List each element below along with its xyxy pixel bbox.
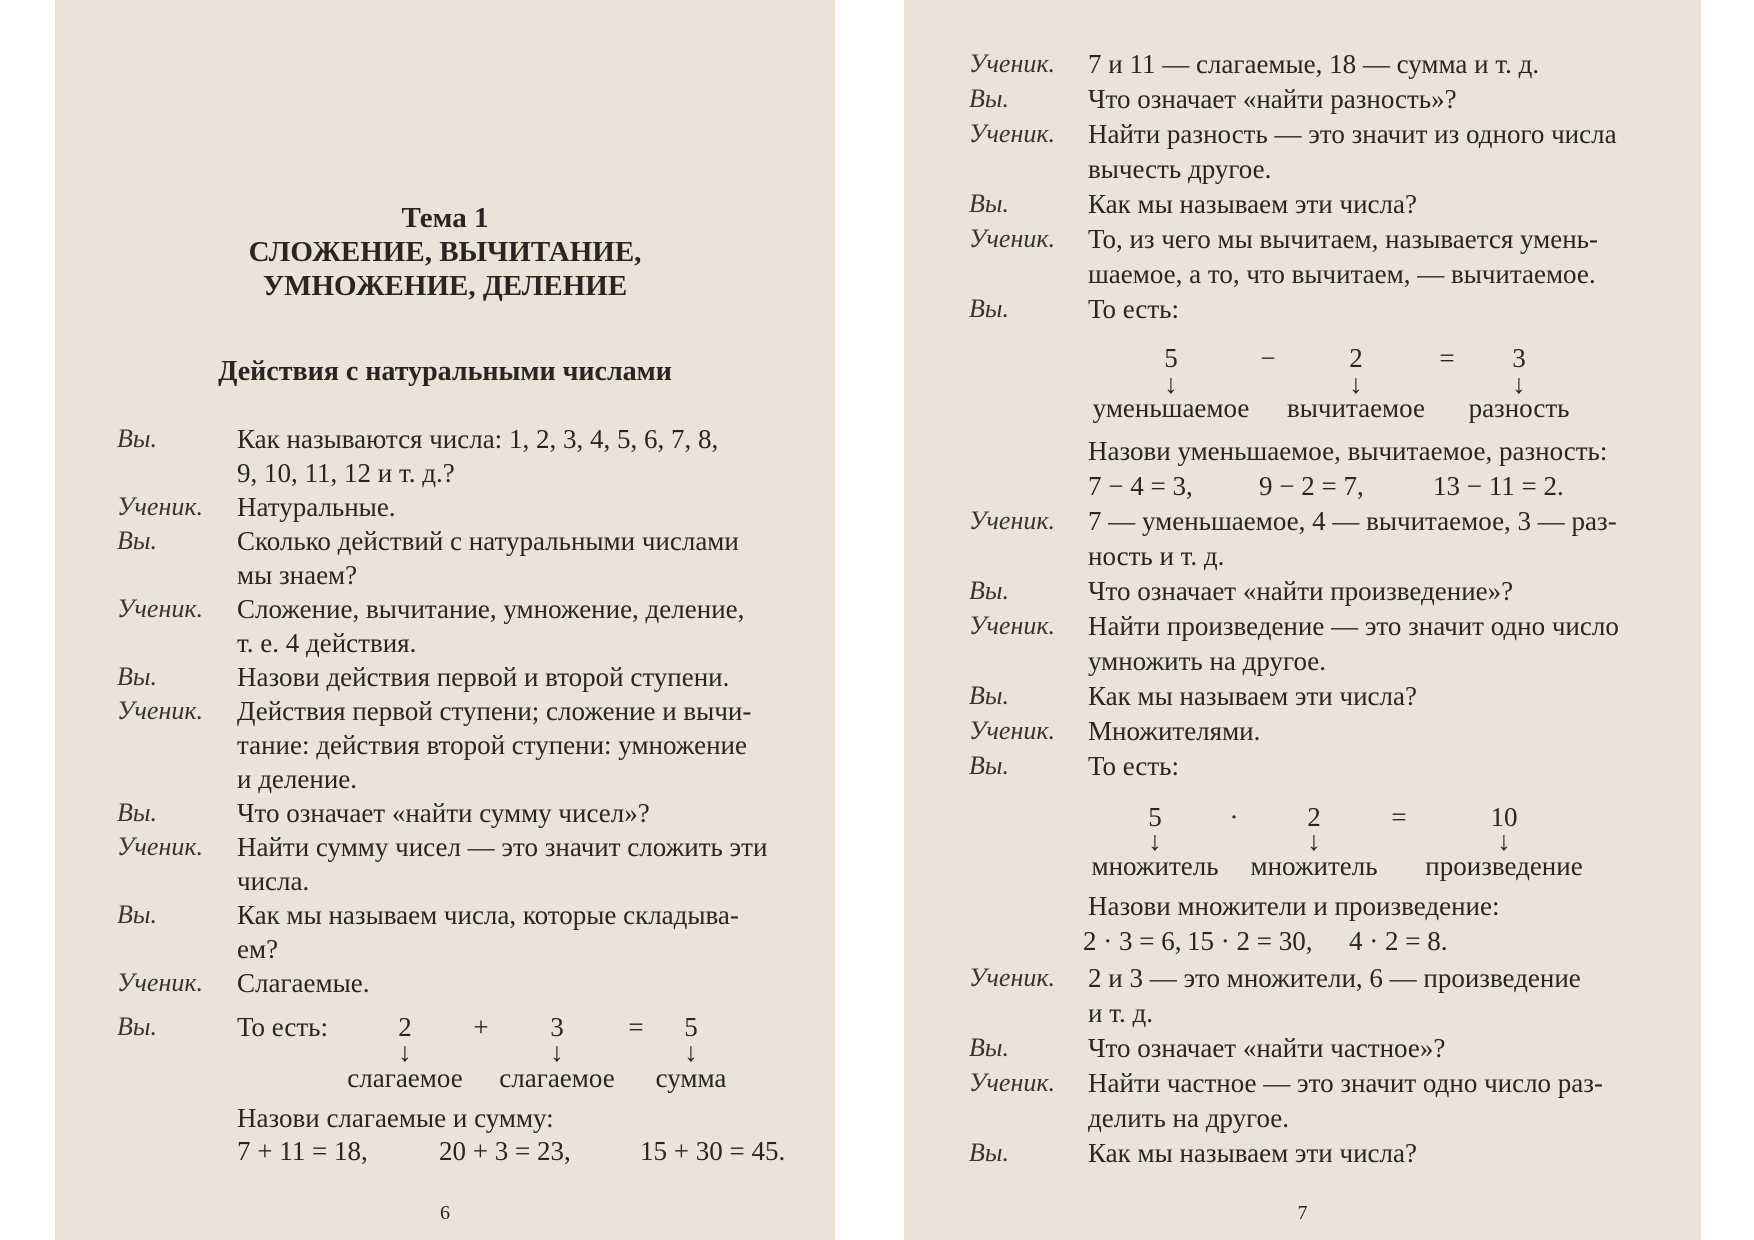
dialog-line: мы знаем? [237, 560, 358, 590]
dialog-line: 7 и 11 — слагаемые, 18 — сумма и т. д. [1088, 49, 1540, 79]
speaker-label: Ученик. [969, 1068, 1055, 1097]
dialog-line: Что означает «найти разность»? [1088, 84, 1457, 114]
down-arrow-icon: ↓ [1307, 826, 1321, 856]
dialog-line: 2 и 3 — это множители, 6 — произведение [1088, 963, 1581, 993]
dialog-line: Как мы называем эти числа? [1088, 681, 1417, 711]
speaker-label: Вы. [969, 294, 1009, 323]
speaker-label: Вы. [117, 424, 157, 453]
speaker-label: Вы. [117, 662, 157, 691]
term-label: вычитаемое [1287, 393, 1425, 423]
left-page [55, 0, 835, 1240]
down-arrow-icon: ↓ [550, 1037, 564, 1067]
dialog-line: Что означает «найти сумму чисел»? [237, 798, 650, 828]
dialog-line: Назови слагаемые и сумму: [237, 1103, 554, 1133]
dialog-line: Действия первой ступени; сложение и вычи- [237, 696, 752, 726]
equation: 15 + 30 = 45. [640, 1136, 786, 1166]
dialog-line: То есть: [1088, 294, 1179, 324]
page-number: 6 [440, 1202, 450, 1224]
dialog-line: Найти произведение — это значит одно число [1088, 611, 1619, 641]
equation: 7 − 4 = 3, [1088, 471, 1193, 501]
operator-symbol: = [1391, 802, 1407, 832]
speaker-label: Ученик. [117, 492, 203, 521]
down-arrow-icon: ↓ [398, 1037, 412, 1067]
diagram-term: 2 [1349, 343, 1363, 373]
topic-title-line-1: СЛОЖЕНИЕ, ВЫЧИТАНИЕ, [248, 236, 642, 268]
dialog-line: умножить на другое. [1088, 646, 1327, 676]
speaker-label: Вы. [117, 526, 157, 555]
right-page [904, 0, 1701, 1240]
speaker-label: Вы. [969, 1138, 1009, 1167]
diagram-term: 5 [684, 1012, 698, 1042]
speaker-label: Вы. [969, 1033, 1009, 1062]
equation: 4 · 2 = 8. [1349, 926, 1448, 956]
term-label: уменьшаемое [1092, 393, 1250, 423]
speaker-label: Вы. [117, 900, 157, 929]
diagram-term: 10 [1490, 802, 1518, 832]
operator-symbol: = [628, 1012, 644, 1042]
dialog-line: и деление. [237, 764, 358, 794]
down-arrow-icon: ↓ [1497, 826, 1511, 856]
dialog-line: Сложение, вычитание, умножение, деление, [237, 594, 745, 624]
speaker-label: Вы. [969, 84, 1009, 113]
down-arrow-icon: ↓ [684, 1037, 698, 1067]
dialog-line: Как мы называем числа, которые складыва- [237, 900, 739, 930]
term-label: сумма [655, 1063, 727, 1093]
equation: 9 − 2 = 7, [1259, 471, 1364, 501]
dialog-line: 7 — уменьшаемое, 4 — вычитаемое, 3 — раз- [1088, 506, 1617, 536]
dialog-line: Натуральные. [237, 492, 396, 522]
operator-symbol: + [473, 1012, 489, 1042]
term-label: множитель [1091, 851, 1219, 881]
down-arrow-icon: ↓ [1148, 826, 1162, 856]
speaker-label: Вы. [969, 576, 1009, 605]
speaker-label: Ученик. [117, 594, 203, 623]
dialog-line: ем? [237, 934, 279, 964]
speaker-label: Ученик. [969, 963, 1055, 992]
dialog-line: То есть: [1088, 751, 1179, 781]
operator-symbol: − [1260, 343, 1276, 373]
diagram-term: 2 [398, 1012, 412, 1042]
speaker-label: Ученик. [969, 716, 1055, 745]
dialog-line: Сколько действий с натуральными числами [237, 526, 739, 556]
speaker-label: Ученик. [969, 506, 1055, 535]
term-label: слагаемое [347, 1063, 463, 1093]
page-number: 7 [1297, 1202, 1308, 1224]
speaker-label: Ученик. [969, 611, 1055, 640]
dialog-line: делить на другое. [1088, 1103, 1290, 1133]
dialog-line: Найти разность — это значит из одного числа [1088, 119, 1617, 149]
dialog-line: шаемое, а то, что вычитаем, — вычитаемое. [1088, 259, 1596, 289]
speaker-label: Вы. [969, 681, 1009, 710]
dialog-line: и т. д. [1088, 998, 1153, 1028]
term-label: слагаемое [499, 1063, 615, 1093]
dialog-line: Множителями. [1088, 716, 1261, 746]
dialog-line: Найти сумму чисел — это значит сложить эти [237, 832, 768, 862]
dialog-line: Назови множители и произведение: [1088, 891, 1500, 921]
operator-symbol: · [1229, 802, 1239, 832]
equation: 7 + 11 = 18, [237, 1136, 368, 1166]
dialog-line: тание: действия второй ступени: умножение [237, 730, 747, 760]
diagram-term: 3 [1512, 343, 1526, 373]
speaker-label: Ученик. [117, 968, 203, 997]
topic-number: Тема 1 [401, 202, 489, 234]
dialog-line: т. е. 4 действия. [237, 628, 417, 658]
dialog-line: числа. [237, 866, 310, 896]
dialog-line: Как мы называем эти числа? [1088, 1138, 1417, 1168]
speaker-label: Ученик. [969, 224, 1055, 253]
dialog-line: Как мы называем эти числа? [1088, 189, 1417, 219]
dialog-line: Слагаемые. [237, 968, 370, 998]
equation: 2 · 3 = 6, [1083, 926, 1182, 956]
dialog-line: Как называются числа: 1, 2, 3, 4, 5, 6, 7, 8, [237, 424, 719, 454]
equation: 15 · 2 = 30, [1187, 926, 1313, 956]
diagram-term: 5 [1148, 802, 1162, 832]
operator-symbol: = [1439, 343, 1455, 373]
dialog-line: Назови действия первой и второй ступени. [237, 662, 730, 692]
speaker-label: Ученик. [969, 49, 1055, 78]
speaker-label: Вы. [117, 1012, 157, 1041]
diagram-term: 2 [1307, 802, 1321, 832]
down-arrow-icon: ↓ [1349, 369, 1363, 399]
down-arrow-icon: ↓ [1512, 369, 1526, 399]
dialog-line: То есть: [237, 1012, 328, 1042]
dialog-line: То, из чего мы вычитаем, называется умень- [1088, 224, 1598, 254]
speaker-label: Вы. [117, 798, 157, 827]
speaker-label: Ученик. [117, 832, 203, 861]
dialog-line: Что означает «найти произведение»? [1088, 576, 1514, 606]
equation: 20 + 3 = 23, [439, 1136, 571, 1166]
equation: 13 − 11 = 2. [1433, 471, 1564, 501]
term-label: произведение [1425, 851, 1583, 881]
dialog-line: Что означает «найти частное»? [1088, 1033, 1446, 1063]
dialog-line: 9, 10, 11, 12 и т. д.? [237, 458, 455, 488]
dialog-line: ность и т. д. [1088, 541, 1225, 571]
diagram-term: 3 [550, 1012, 564, 1042]
section-heading: Действия с натуральными числами [218, 356, 672, 387]
down-arrow-icon: ↓ [1164, 369, 1178, 399]
term-label: разность [1468, 393, 1570, 423]
diagram-term: 5 [1164, 343, 1178, 373]
speaker-label: Вы. [969, 189, 1009, 218]
speaker-label: Ученик. [117, 696, 203, 725]
term-label: множитель [1250, 851, 1378, 881]
dialog-line: Найти частное — это значит одно число раз- [1088, 1068, 1603, 1098]
speaker-label: Вы. [969, 751, 1009, 780]
dialog-line: вычесть другое. [1088, 154, 1272, 184]
dialog-line: Назови уменьшаемое, вычитаемое, разность: [1088, 436, 1608, 466]
speaker-label: Ученик. [969, 119, 1055, 148]
topic-title-line-2: УМНОЖЕНИЕ, ДЕЛЕНИЕ [262, 270, 628, 302]
